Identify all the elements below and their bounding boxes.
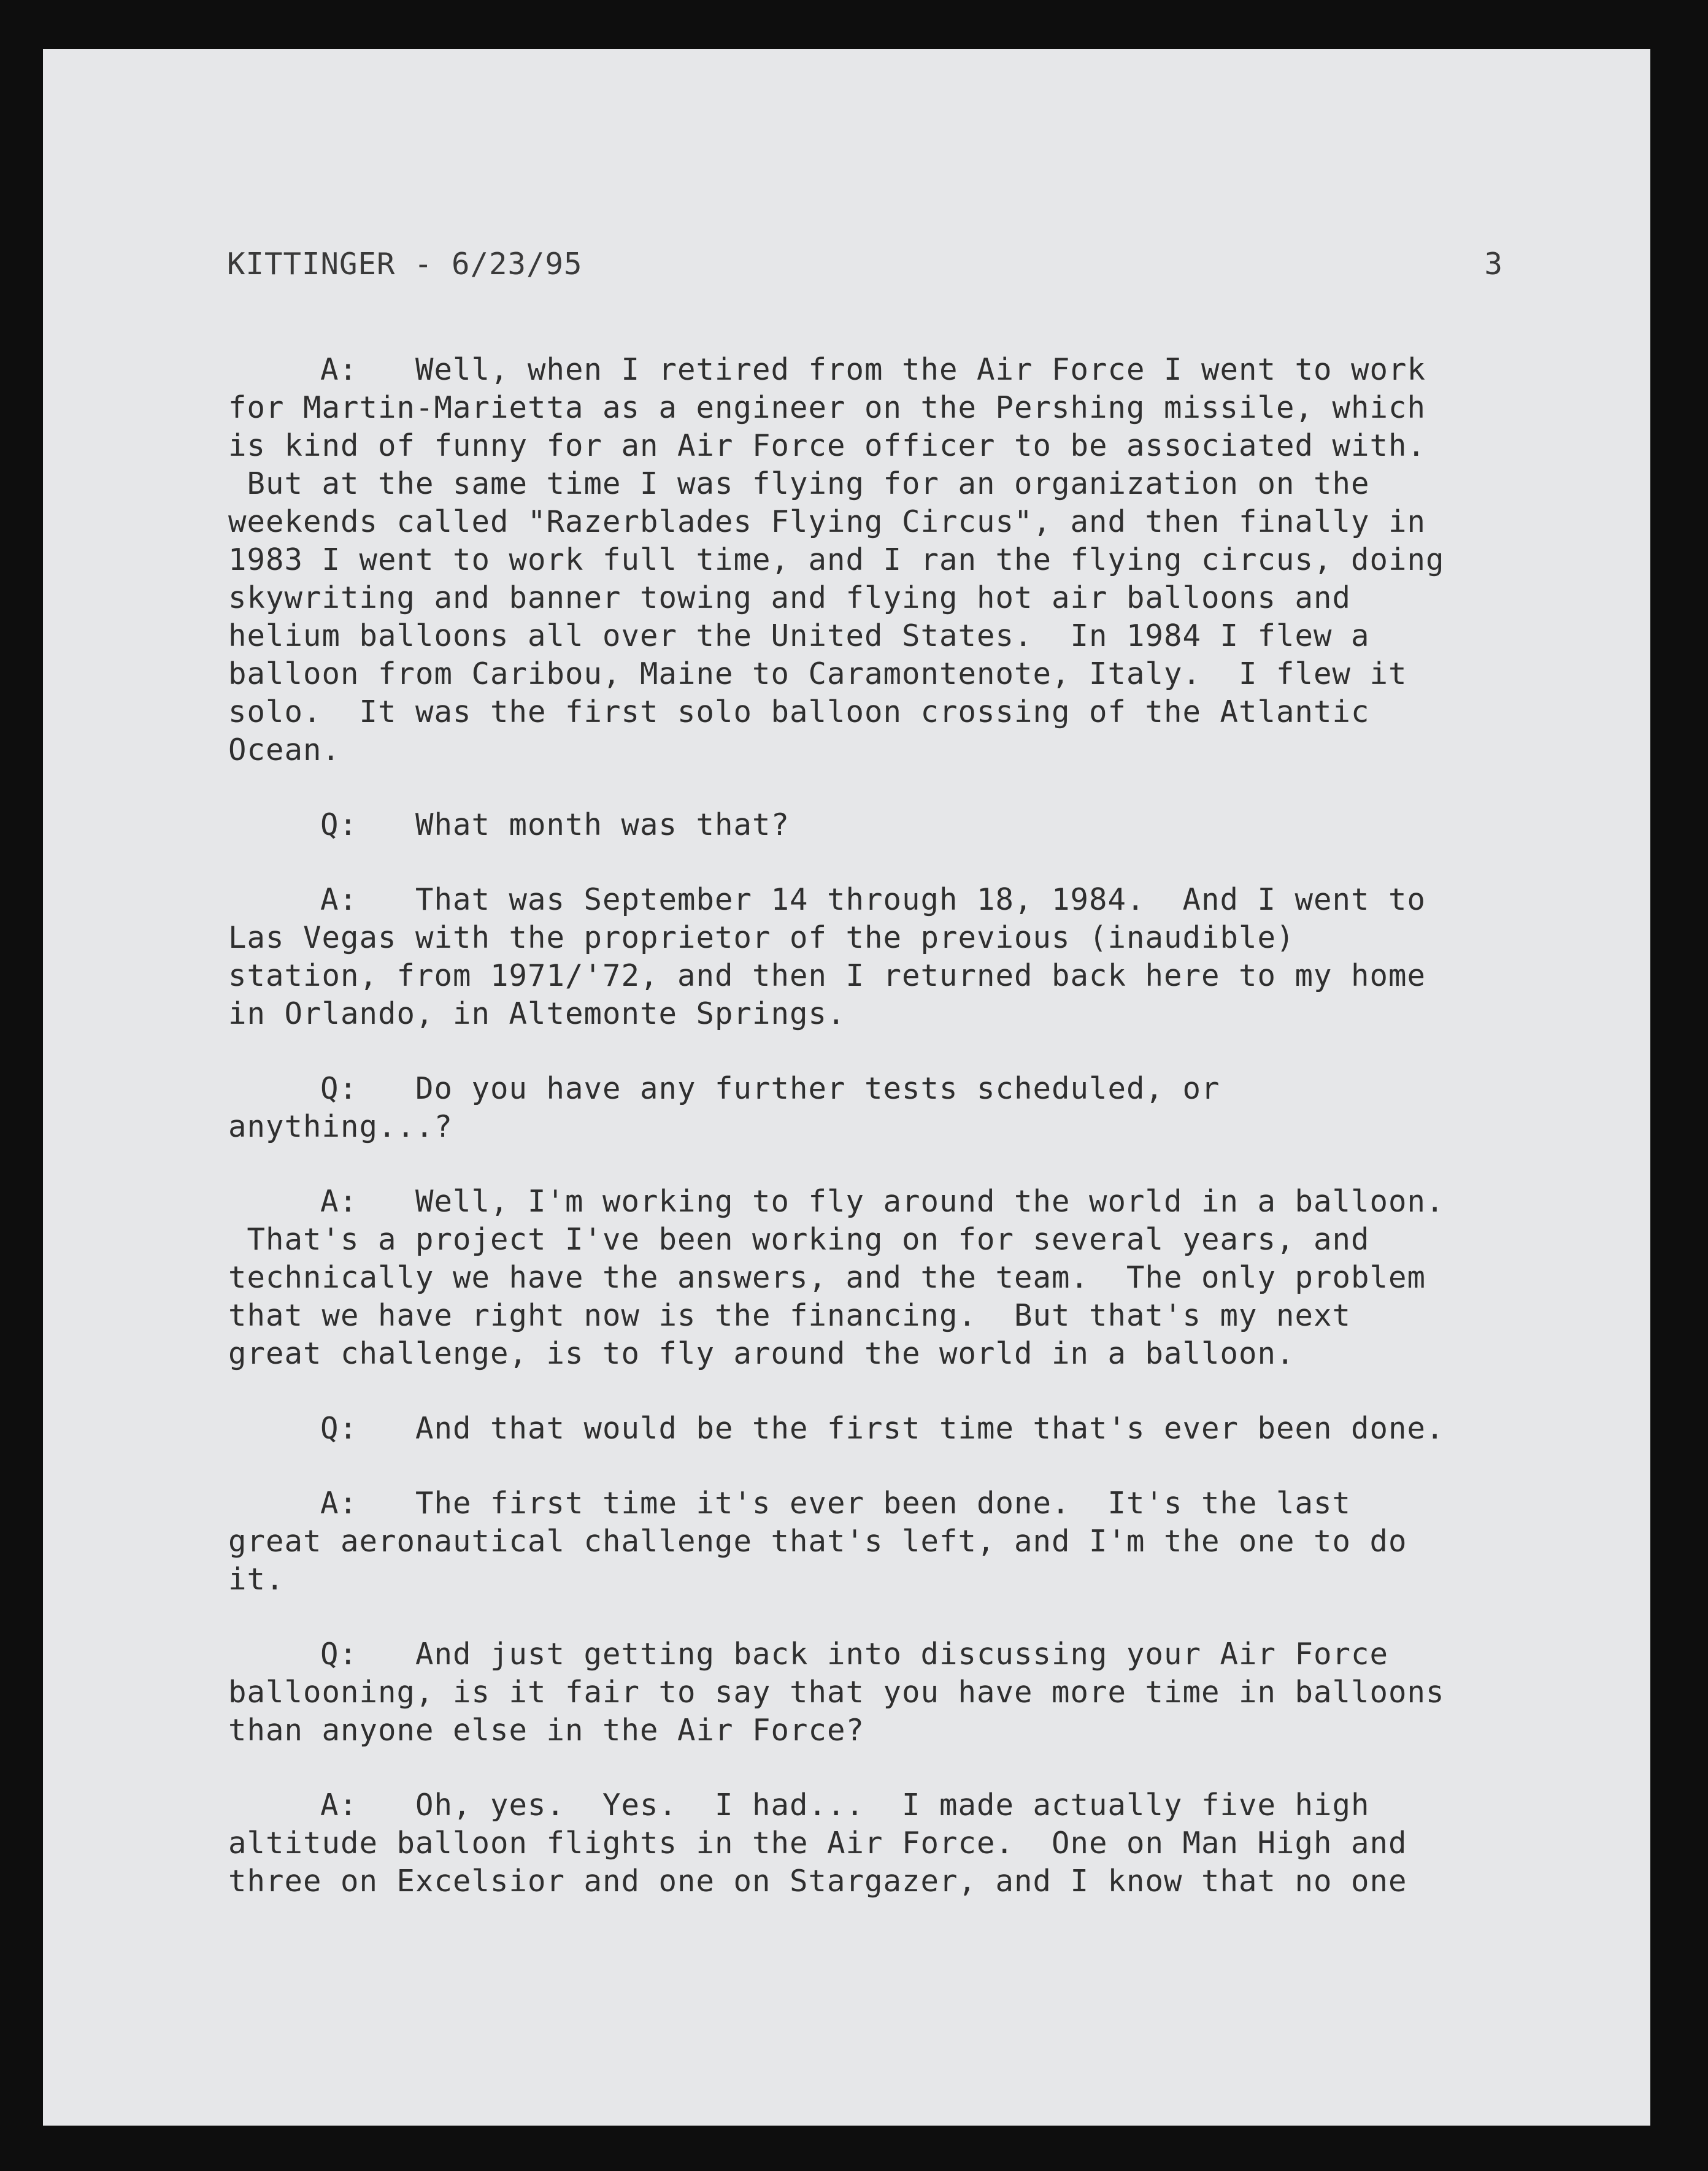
transcript-line [228, 1786, 1480, 1824]
line-text: altitude balloon flights in the Air Force. One on Man High and [228, 1826, 1407, 1861]
transcript-line [228, 1523, 1480, 1561]
transcript-line [228, 617, 1480, 655]
transcript-line [228, 1297, 1480, 1335]
line-text: that we have right now is the financing. But that's my next [228, 1298, 1352, 1333]
transcript-line [228, 465, 1480, 503]
transcript-line [228, 957, 1480, 995]
line-text: for Martin-Marietta as a engineer on the Pershing missile, which [228, 390, 1426, 425]
transcript-line [228, 1221, 1480, 1259]
transcript-line [228, 806, 1480, 844]
line-text: it. [228, 1562, 285, 1597]
line-text: 1983 I went to work full time, and I ran the flying circus, doing [228, 542, 1445, 577]
question-paragraph [228, 1410, 1480, 1448]
transcript-line [228, 1635, 1480, 1673]
transcript-line [228, 1259, 1480, 1297]
answer-paragraph [228, 1183, 1480, 1373]
speaker-label: A: [320, 1184, 358, 1219]
line-text: is kind of funny for an Air Force officer to be associated with. [228, 428, 1426, 463]
transcript-line [228, 579, 1480, 617]
transcript-line [228, 655, 1480, 693]
line-text: great aeronautical challenge that's left, and I'm the one to do [228, 1524, 1407, 1559]
answer-paragraph [228, 1786, 1480, 1900]
line-text: helium balloons all over the United States. In 1984 I flew a [228, 618, 1370, 653]
line-text: weekends called "Razerblades Flying Circus", and then finally in [228, 504, 1426, 539]
page-number: 3 [1484, 247, 1503, 282]
answer-paragraph [228, 881, 1480, 1033]
running-title: KITTINGER - 6/23/95 [227, 247, 583, 282]
speaker-label: A: [320, 1486, 358, 1521]
line-text: balloon from Caribou, Maine to Caramontenote, Italy. I flew it [228, 656, 1407, 691]
transcript-line [228, 1070, 1480, 1108]
line-text: Well, I'm working to fly around the world in a balloon. [415, 1184, 1445, 1219]
transcript-line [228, 1335, 1480, 1373]
speaker-label: Q: [320, 1637, 358, 1672]
speaker-label: A: [320, 1788, 358, 1823]
line-text: skywriting and banner towing and flying hot air balloons and [228, 580, 1352, 615]
line-text: The first time it's ever been done. It's the last [415, 1486, 1352, 1521]
line-text: anything...? [228, 1109, 453, 1144]
transcript-line [228, 1183, 1480, 1221]
transcript-line [228, 1410, 1480, 1448]
line-text: That's a project I've been working on for several years, and [228, 1222, 1370, 1257]
line-text: Well, when I retired from the Air Force I went to work [415, 352, 1426, 387]
transcript-line [228, 389, 1480, 427]
transcript-line [228, 1673, 1480, 1712]
question-paragraph [228, 1635, 1480, 1750]
line-text: technically we have the answers, and the team. The only problem [228, 1260, 1426, 1295]
line-text: And that would be the first time that's ever been done. [415, 1411, 1445, 1446]
speaker-label: Q: [320, 1071, 358, 1106]
line-text: That was September 14 through 18, 1984. And I went to [415, 882, 1426, 917]
line-text: What month was that? [415, 807, 790, 842]
speaker-label: Q: [320, 807, 358, 842]
question-paragraph [228, 806, 1480, 844]
answer-paragraph [228, 1485, 1480, 1599]
line-text: great challenge, is to fly around the world in a balloon. [228, 1336, 1295, 1371]
transcript-line [228, 693, 1480, 731]
transcript-line [228, 881, 1480, 919]
transcript-line [228, 919, 1480, 957]
transcript-line [228, 1108, 1480, 1146]
transcript-line [228, 541, 1480, 579]
speaker-label: A: [320, 882, 358, 917]
transcript-line [228, 1561, 1480, 1599]
line-text: Do you have any further tests scheduled, or [415, 1071, 1220, 1106]
transcript-line [228, 1862, 1480, 1900]
line-text: ballooning, is it fair to say that you have more time in balloons [228, 1675, 1445, 1710]
transcript-line [228, 1824, 1480, 1862]
speaker-label: A: [320, 352, 358, 387]
answer-paragraph [228, 351, 1480, 769]
line-text: And just getting back into discussing your Air Force [415, 1637, 1389, 1672]
interview-transcript [228, 351, 1480, 1937]
line-text: station, from 1971/'72, and then I returned back here to my home [228, 958, 1426, 993]
transcript-line [228, 995, 1480, 1033]
line-text: than anyone else in the Air Force? [228, 1713, 865, 1748]
transcript-line [228, 503, 1480, 541]
line-text: three on Excelsior and one on Stargazer, and I know that no one [228, 1864, 1407, 1899]
line-text: Oh, yes. Yes. I had... I made actually five high [415, 1788, 1370, 1823]
transcript-line [228, 1485, 1480, 1523]
transcript-line [228, 731, 1480, 769]
transcript-line [228, 351, 1480, 389]
transcript-line [228, 1712, 1480, 1750]
line-text: solo. It was the first solo balloon crossing of the Atlantic [228, 694, 1370, 729]
line-text: Ocean. [228, 732, 341, 767]
transcript-line [228, 427, 1480, 465]
speaker-label: Q: [320, 1411, 358, 1446]
line-text: But at the same time I was flying for an organization on the [228, 466, 1370, 501]
line-text: in Orlando, in Altemonte Springs. [228, 996, 846, 1031]
question-paragraph [228, 1070, 1480, 1146]
line-text: Las Vegas with the proprietor of the previous (inaudible) [228, 920, 1295, 955]
